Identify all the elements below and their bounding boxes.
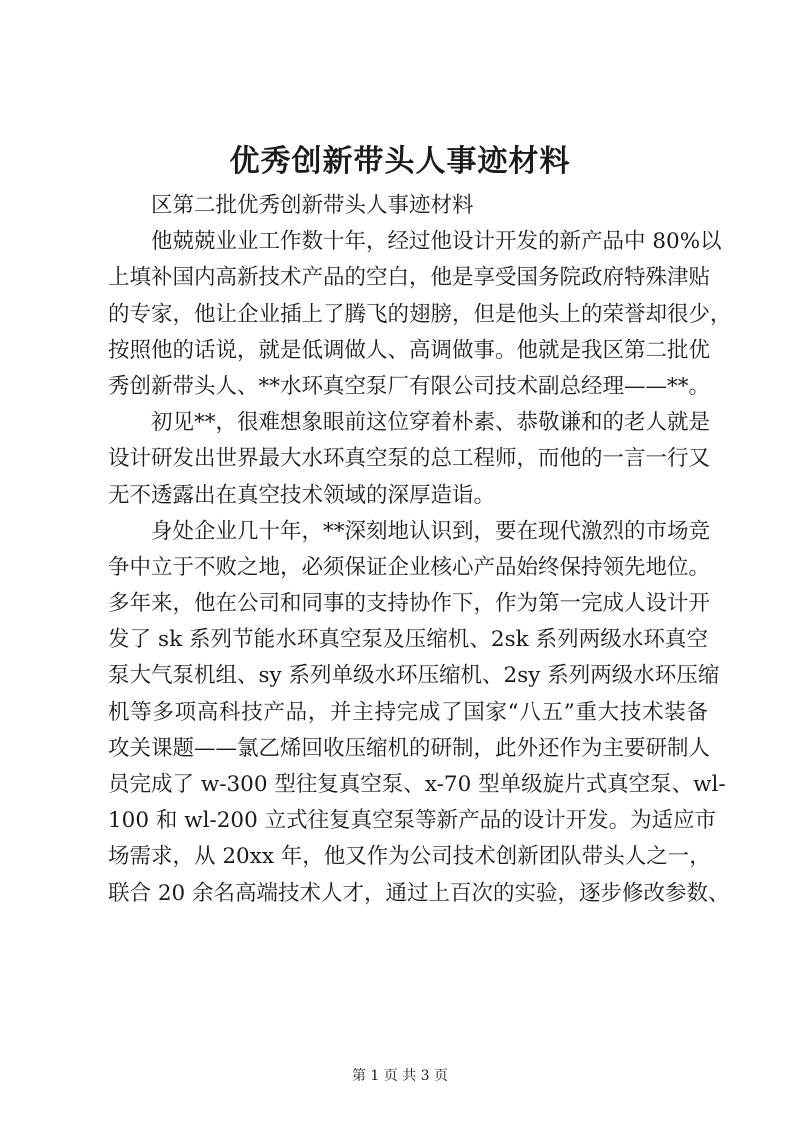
text-line: 场需求，从 20xx 年，他又作为公司技术创新团队带头人之一， — [108, 844, 711, 870]
text-line: 无不透露出在真空技术领域的深厚造诣。 — [108, 482, 496, 508]
text-line: 发了 sk 系列节能水环真空泵及压缩机、2sk 系列两级水环真空 — [108, 627, 708, 653]
text-line: 攻关课题——氯乙烯回收压缩机的研制，此外还作为主要研制人 — [108, 735, 711, 761]
document-body — [108, 188, 732, 912]
text-line: 100 和 wl-200 立式往复真空泵等新产品的设计开发。为适应市 — [108, 808, 717, 834]
text-line: 设计研发出世界最大水环真空泵的总工程师，而他的一言一行又 — [108, 446, 711, 472]
text-line: 按照他的话说，就是低调做人、高调做事。他就是我区第二批优 — [108, 337, 711, 363]
text-line: 身处企业几十年，**深刻地认识到，要在现代激烈的市场竞 — [151, 518, 711, 544]
document-title: 优秀创新带头人事迹材料 — [229, 144, 571, 179]
text-line: 的专家，他让企业插上了腾飞的翅膀，但是他头上的荣誉却很少， — [108, 301, 732, 327]
text-line: 机等多项高科技产品，并主持完成了国家“八五”重大技术装备 — [108, 699, 708, 725]
text-line: 争中立于不败之地，必须保证企业核心产品始终保持领先地位。 — [108, 554, 711, 580]
text-line: 联合 20 余名高端技术人才，通过上百次的实验，逐步修改参数、 — [108, 880, 730, 906]
page-footer: 第 1 页 共 3 页 — [351, 1068, 449, 1084]
text-line: 员完成了 w-300 型往复真空泵、x-70 型单级旋片式真空泵、wl- — [108, 772, 726, 797]
text-line: 多年来，他在公司和同事的支持协作下，作为第一完成人设计开 — [108, 591, 711, 617]
text-line: 上填补国内高新技术产品的空白，他是享受国务院政府特殊津贴 — [108, 265, 711, 291]
text-line: 初见**，很难想象眼前这位穿着朴素、恭敬谦和的老人就是 — [151, 410, 711, 436]
text-line: 区第二批优秀创新带头人事迹材料 — [151, 193, 474, 218]
text-line: 秀创新带头人、**水环真空泵厂有限公司技术副总经理——**。 — [108, 373, 711, 399]
text-line: 泵大气泵机组、sy 系列单级水环压缩机、2sy 系列两级水环压缩 — [108, 663, 720, 689]
text-line: 他兢兢业业工作数十年，经过他设计开发的新产品中 80%以 — [151, 229, 722, 255]
